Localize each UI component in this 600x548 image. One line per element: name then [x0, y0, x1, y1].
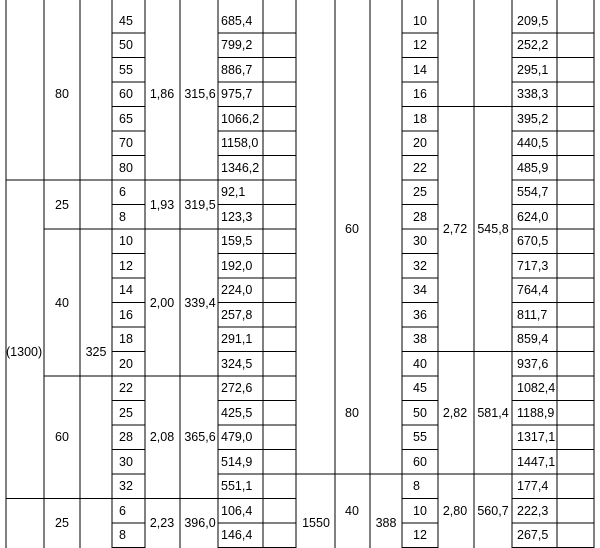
mass-cell: 670,5	[517, 234, 549, 249]
thickness-cell: 12	[413, 38, 427, 53]
thickness-cell: 20	[119, 356, 133, 371]
thickness-cell: 22	[119, 381, 133, 396]
mass-cell: 272,6	[221, 381, 253, 396]
area-cell: 365,6	[184, 430, 216, 445]
thickness-cell: 14	[119, 283, 133, 298]
thickness-cell: 10	[413, 13, 427, 28]
coefficient-cell: 1,93	[149, 197, 175, 212]
thickness-cell: 65	[119, 111, 133, 126]
mass-cell: 338,3	[517, 87, 549, 102]
thickness-cell: 25	[119, 405, 133, 420]
thickness-cell: 10	[413, 503, 427, 518]
mass-cell: 395,2	[517, 111, 549, 126]
mass-cell: 554,7	[517, 185, 549, 200]
thickness-cell: 28	[413, 209, 427, 224]
thickness-cell: 55	[413, 430, 427, 445]
mass-cell: 123,3	[221, 209, 253, 224]
thickness-cell: 30	[119, 454, 133, 469]
thickness-cell: 25	[413, 185, 427, 200]
nominal-size-cell: 80	[345, 405, 359, 420]
thickness-cell: 14	[413, 62, 427, 77]
mass-cell: 1317,1	[517, 430, 556, 445]
mass-cell: 295,1	[517, 62, 549, 77]
thickness-cell: 45	[413, 381, 427, 396]
thickness-cell: 60	[413, 454, 427, 469]
mass-cell: 257,8	[221, 307, 253, 322]
thickness-cell: 18	[413, 111, 427, 126]
coefficient-cell: 1,86	[149, 87, 175, 102]
nominal-size-cell: 60	[55, 430, 69, 445]
mass-cell: 177,4	[517, 479, 549, 494]
thickness-cell: 32	[119, 479, 133, 494]
thickness-cell: 50	[413, 405, 427, 420]
thickness-cell: 20	[413, 136, 427, 151]
nominal-size-cell: 40	[55, 295, 69, 310]
mass-cell: 1188,9	[517, 405, 555, 420]
area-cell: 560,7	[477, 503, 509, 518]
mass-cell: 106,4	[221, 503, 253, 518]
thickness-cell: 80	[119, 160, 133, 175]
coefficient-cell: 2,80	[442, 503, 468, 518]
thickness-cell: 45	[119, 13, 133, 28]
thickness-cell: 12	[413, 528, 427, 543]
mass-cell: 1447,1	[517, 454, 556, 469]
mass-cell: 799,2	[221, 38, 253, 53]
group-label: 1550	[302, 516, 330, 530]
mass-cell: 159,5	[221, 234, 253, 249]
thickness-cell: 16	[413, 87, 427, 102]
thickness-cell: 18	[119, 332, 133, 347]
nominal-size-cell: 80	[55, 87, 69, 102]
mass-cell: 479,0	[221, 430, 253, 445]
thickness-cell: 34	[413, 283, 427, 298]
group-label: (1300)	[6, 344, 43, 359]
mass-cell: 209,5	[517, 13, 549, 28]
mass-cell: 886,7	[221, 62, 253, 77]
coefficient-cell: 2,08	[149, 430, 175, 445]
coefficient-cell: 2,82	[442, 405, 468, 420]
mass-cell: 252,2	[517, 38, 549, 53]
thickness-cell: 60	[119, 87, 133, 102]
mass-cell: 937,6	[517, 356, 549, 371]
thickness-cell: 40	[413, 356, 427, 371]
mass-cell: 224,0	[221, 283, 253, 298]
mass-cell: 267,5	[517, 528, 549, 543]
coefficient-cell: 2,00	[149, 295, 175, 310]
mass-cell: 485,9	[517, 160, 549, 175]
mass-cell: 1082,4	[517, 381, 556, 396]
mass-cell: 1346,2	[221, 160, 260, 175]
mass-cell: 440,5	[517, 136, 549, 151]
thickness-cell: 22	[413, 160, 427, 175]
nominal-size-cell: 60	[345, 222, 359, 236]
thickness-cell: 36	[413, 307, 427, 322]
mass-cell: 551,1	[221, 479, 253, 494]
mass-cell: 859,4	[517, 332, 549, 347]
mass-cell: 1158,0	[221, 136, 259, 151]
thickness-cell: 38	[413, 332, 427, 347]
diameter-label: 388	[375, 516, 397, 530]
mass-cell: 291,1	[221, 332, 253, 347]
thickness-cell: 8	[119, 528, 126, 543]
thickness-cell: 70	[119, 136, 133, 151]
mass-cell: 514,9	[221, 454, 253, 469]
mass-cell: 975,7	[221, 87, 253, 102]
nominal-size-cell: 25	[55, 516, 69, 530]
thickness-cell: 8	[413, 479, 420, 494]
coefficient-cell: 2,72	[442, 222, 468, 236]
mass-cell: 92,1	[221, 185, 246, 200]
thickness-cell: 16	[119, 307, 133, 322]
diameter-label: 325	[85, 344, 107, 359]
area-cell: 319,5	[184, 197, 216, 212]
thickness-cell: 50	[119, 38, 133, 53]
thickness-cell: 6	[119, 185, 126, 200]
area-cell: 315,6	[184, 87, 216, 102]
coefficient-cell: 2,23	[149, 516, 175, 530]
mass-cell: 1066,2	[221, 111, 260, 126]
thickness-cell: 55	[119, 62, 133, 77]
nominal-size-cell: 25	[55, 197, 69, 212]
mass-cell: 192,0	[221, 258, 253, 273]
mass-cell: 811,7	[517, 307, 548, 322]
thickness-cell: 6	[119, 503, 126, 518]
thickness-cell: 32	[413, 258, 427, 273]
mass-cell: 717,3	[517, 258, 549, 273]
thickness-cell: 10	[119, 234, 133, 249]
nominal-size-cell: 40	[345, 503, 359, 518]
mass-cell: 685,4	[221, 13, 253, 28]
area-cell: 545,8	[477, 222, 509, 236]
area-cell: 339,4	[184, 295, 216, 310]
area-cell: 581,4	[477, 405, 509, 420]
thickness-cell: 8	[119, 209, 126, 224]
mass-cell: 425,5	[221, 405, 253, 420]
mass-cell: 764,4	[517, 283, 549, 298]
thickness-cell: 12	[119, 258, 133, 273]
area-cell: 396,0	[184, 516, 216, 530]
mass-cell: 222,3	[517, 503, 549, 518]
thickness-cell: 28	[119, 430, 133, 445]
mass-cell: 146,4	[221, 528, 253, 543]
thickness-cell: 30	[413, 234, 427, 249]
mass-cell: 624,0	[517, 209, 549, 224]
mass-cell: 324,5	[221, 356, 253, 371]
